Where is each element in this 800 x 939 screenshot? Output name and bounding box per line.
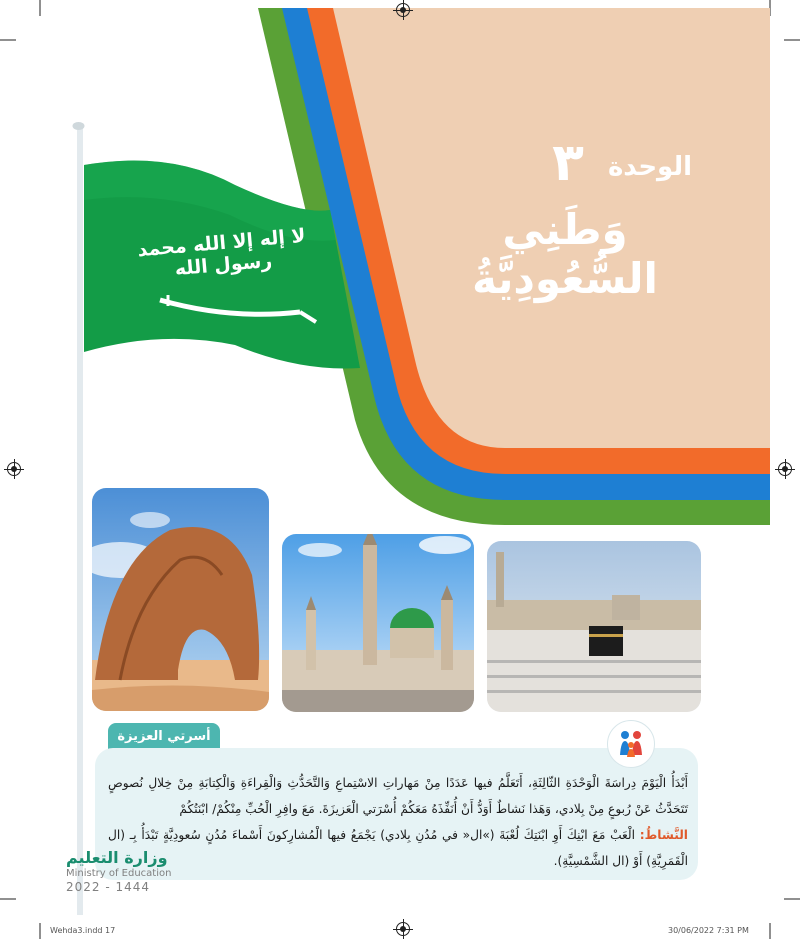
ministry-name-arabic: وزارة التعليم <box>66 848 168 867</box>
family-icon <box>607 720 655 768</box>
unit-number: ٣ <box>552 133 584 193</box>
registration-mark-right <box>778 462 792 476</box>
section-tab: أسرتي العزيزة <box>108 723 220 751</box>
registration-mark-bottom <box>396 922 410 936</box>
unit-title: وَطَنِي السُّعُودِيَّةُ <box>472 205 658 303</box>
registration-mark-top <box>396 3 410 17</box>
flag-shahada-text: لا إله إلا الله محمد رسول الله <box>136 224 307 281</box>
pole-top <box>73 122 85 130</box>
ministry-name-english: Ministry of Education <box>66 868 172 879</box>
activity-text: الْعَبْ مَعَ ابْنِكَ أَوِ ابْنَتِكَ لُعْبَةَ (»ال« في مُدُنِ بِلادي) يَجْمَعُ فيها الْمُشارِكونَ أَسْماءَ مُدُنٍ سُعودِيَّةٍ تَبْدَأُ بِـ (ال الْقَمَرِيَّةِ) أَوْ (ال الشَّمْسِيَّةِ). <box>108 828 688 868</box>
footer-date-info: 30/06/2022 7:31 PM <box>668 926 749 935</box>
unit-label: الوحدة <box>607 152 693 182</box>
registration-mark-left <box>7 462 21 476</box>
footer-file-info: Wehda3.indd 17 <box>50 926 116 935</box>
activity-label: النَّشاطُ: <box>639 828 688 842</box>
prophets-mosque-photo <box>282 528 474 712</box>
elephant-rock-photo <box>80 488 269 711</box>
note-paragraph: أَبْدَأُ الْيَوْمَ دِراسَةَ الْوَحْدَةِ الثّالِثَةِ، أَتَعَلَّمُ فيها عَدَدًا مِنْ مَهاراتِ الاسْتِماعِ وَالتَّحَدُّثِ وَالْقِراءَةِ وَالْكِتابَةِ مِنْ خِلالِ نُصوصٍ تَتَحَدَّثُ عَنْ رُبوعٍ مِنْ بِلادي، وَهَذا نَشاطٌ أَوَدُّ أَنْ أُنَفِّذَهُ مَعَكُمْ أُسْرَتي الْعَزيزَةَ. مَعَ وافِرِ الْحُبِّ مِنْكُمْ/ ابْنَتُكُمْ <box>108 776 688 816</box>
ministry-year: 2022 - 1444 <box>66 880 151 894</box>
family-note-text <box>108 770 688 874</box>
kaaba-photo <box>487 541 701 712</box>
